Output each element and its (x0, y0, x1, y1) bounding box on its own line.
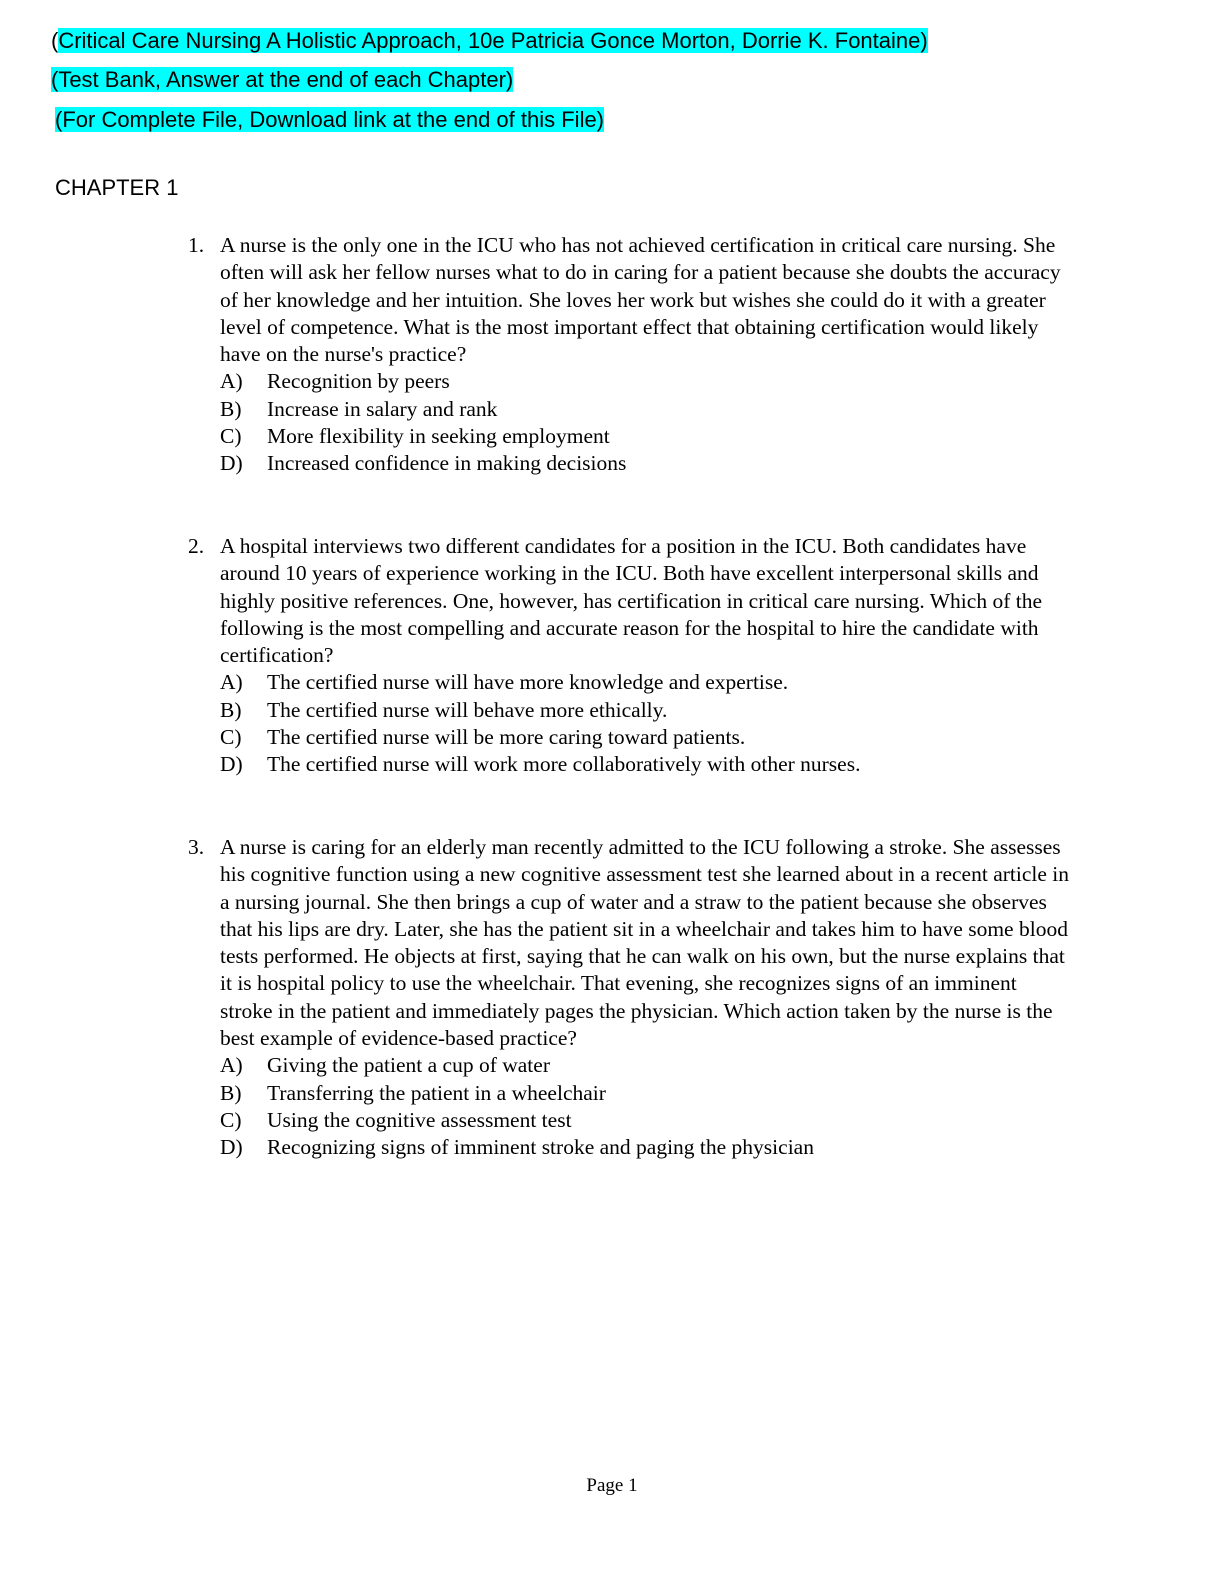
question-number: 1. (188, 233, 205, 257)
option-text: Using the cognitive assessment test (267, 1107, 572, 1132)
answer-option (220, 1052, 1088, 1079)
option-letter: B) (220, 396, 242, 421)
header-open-paren: ( (51, 28, 59, 53)
option-text: Transferring the patient in a wheelchair (267, 1080, 606, 1105)
question-1 (188, 232, 1088, 478)
option-text: Giving the patient a cup of water (267, 1053, 550, 1078)
question-3 (188, 834, 1088, 1162)
answer-options (220, 669, 1088, 778)
option-letter: B) (220, 1080, 242, 1105)
question-stem: A nurse is the only one in the ICU who has not achieved certification in critical care nursing. She often will ask her fellow nurses what to do in caring for a patient because she doubts the accuracy of her knowledge and her intuition. She loves her work but wishes she could do it with a greater level of competence. What is the most important effect that obtaining certification would likely have on the nurse's practice? (220, 233, 1061, 367)
option-text: Increase in salary and rank (267, 396, 498, 421)
option-letter: A) (220, 1053, 243, 1078)
question-number: 3. (188, 835, 205, 859)
header-line-test-bank (51, 66, 513, 94)
answer-option (220, 396, 1088, 423)
option-letter: D) (220, 451, 243, 476)
option-letter: C) (220, 725, 242, 750)
question-stem: A hospital interviews two different candidates for a position in the ICU. Both candidates have around 10 years of experience working in the ICU. Both have excellent interpersonal skills and highly positive references. One, however, has certification in critical care nursing. Which of the following is the most compelling and accurate reason for the hospital to hire the candidate with certification? (220, 534, 1042, 668)
option-text: More flexibility in seeking employment (267, 424, 610, 449)
option-text: The certified nurse will work more collaboratively with other nurses. (267, 752, 861, 777)
option-letter: D) (220, 752, 243, 777)
question-number: 2. (188, 534, 205, 558)
option-letter: A) (220, 670, 243, 695)
option-letter: B) (220, 697, 242, 722)
option-letter: C) (220, 424, 242, 449)
option-text: Recognizing signs of imminent stroke and paging the physician (267, 1135, 814, 1160)
option-text: The certified nurse will behave more ethically. (267, 697, 668, 722)
option-text: Increased confidence in making decisions (267, 451, 627, 476)
question-2 (188, 533, 1088, 779)
answer-option (220, 724, 1088, 751)
answer-option (220, 1107, 1088, 1134)
answer-option (220, 1080, 1088, 1107)
option-text: Recognition by peers (267, 369, 450, 394)
option-letter: C) (220, 1107, 242, 1132)
answer-option (220, 751, 1088, 778)
header-download-highlight: (For Complete File, Download link at the end of this File) (55, 107, 605, 132)
header-test-bank-highlight: (Test Bank, Answer at the end of each Chapter) (51, 67, 514, 92)
answer-option (220, 368, 1088, 395)
option-letter: A) (220, 369, 243, 394)
page-number: Page 1 (586, 1475, 638, 1496)
question-stem: A nurse is caring for an elderly man recently admitted to the ICU following a stroke. She assesses his cognitive function using a new cognitive assessment test she learned about in a recent article in a nursing journal. She then brings a cup of water and a straw to the patient because she observes that his lips are dry. Later, she has the patient sit in a wheelchair and takes him to have some blood tests performed. He objects at first, saying that he can walk on his own, but the nurse explains that it is hospital policy to use the wheelchair. That evening, she recognizes signs of an imminent stroke in the patient and immediately pages the physician. Which action taken by the nurse is the best example of evidence-based practice? (220, 835, 1069, 1051)
option-text: The certified nurse will be more caring toward patients. (267, 725, 746, 750)
answer-options (220, 1052, 1088, 1161)
answer-options (220, 368, 1088, 477)
chapter-heading: CHAPTER 1 (55, 175, 179, 200)
answer-option (220, 697, 1088, 724)
option-letter: D) (220, 1135, 243, 1160)
header-line-title (51, 27, 928, 55)
answer-option (220, 669, 1088, 696)
answer-option (220, 1134, 1088, 1161)
header-title-highlight: Critical Care Nursing A Holistic Approach, 10e Patricia Gonce Morton, Dorrie K. Fontaine) (58, 28, 928, 53)
option-text: The certified nurse will have more knowledge and expertise. (267, 670, 789, 695)
header-line-download (55, 106, 604, 134)
answer-option (220, 450, 1088, 477)
answer-option (220, 423, 1088, 450)
